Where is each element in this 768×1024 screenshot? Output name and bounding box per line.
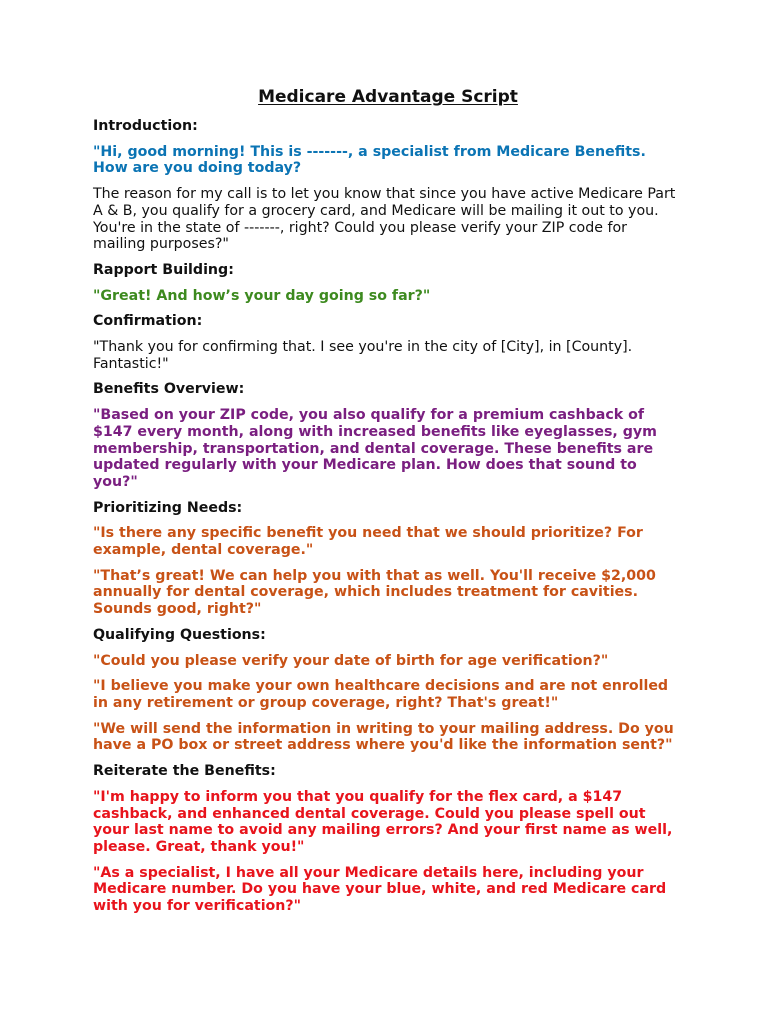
benefits-overview-line: "Based on your ZIP code, you also qualify for a premium cashback of $147 every month, along with increased benefits like eyeglasses, gym membership, transportation, and dental coverage. These benefits are updated regularly with your Medicare plan. How does that sound to you?" (93, 407, 657, 490)
rapport-building-line: "Great! And how’s your day going so far?" (93, 287, 431, 304)
section-heading-confirmation: Confirmation: (93, 313, 203, 330)
reiterate-benefits-medicare-card: "As a specialist, I have all your Medicare details here, including your Medicare number. Do you have your blue, white, and red Medicare card with you for verification?" (93, 864, 667, 915)
prioritizing-needs-dental-line: "That’s great! We can help you with that as well. You'll receive $2,000 annually for dental coverage, which includes treatment for cavities. Sounds good, right?" (93, 567, 656, 618)
introduction-purpose: The reason for my call is to let you know that since you have active Medicare Part A & B, you qualify for a grocery card, and Medicare will be mailing it out to you. You're in the state of -------, right? Could you please verify your ZIP code for mailing purposes?" (93, 186, 676, 253)
script-document (93, 86, 683, 924)
section-heading-prioritizing-needs: Prioritizing Needs: (93, 499, 243, 516)
section-heading-introduction: Introduction: (93, 118, 198, 134)
qualifying-question-mailing-address: "We will send the information in writing to your mailing address. Do you have a PO box or street address where you'd like the information sent?" (93, 720, 674, 754)
document-title: Medicare Advantage Script (258, 87, 518, 107)
reiterate-benefits-flex-card: "I'm happy to inform you that you qualify for the flex card, a $147 cashback, and enhanced dental coverage. Could you please spell out your last name to avoid any mailing errors? And your first name as well, please. Great, thank you!" (93, 788, 673, 855)
introduction-greeting: "Hi, good morning! This is -------, a specialist from Medicare Benefits. How are you doing today? (93, 143, 646, 177)
prioritizing-needs-question: "Is there any specific benefit you need that we should prioritize? For example, dental coverage." (93, 525, 643, 559)
confirmation-line: "Thank you for confirming that. I see you're in the city of [City], in [County]. Fantastic!" (93, 339, 633, 372)
section-heading-qualifying-questions: Qualifying Questions: (93, 626, 266, 643)
qualifying-question-healthcare-decisions: "I believe you make your own healthcare decisions and are not enrolled in any retirement or group coverage, right? That's great!" (93, 678, 669, 711)
section-heading-reiterate-benefits: Reiterate the Benefits: (93, 763, 276, 780)
section-heading-benefits-overview: Benefits Overview: (93, 381, 245, 398)
qualifying-question-birth-date: "Could you please verify your date of birth for age verification?" (93, 652, 609, 669)
section-heading-rapport-building: Rapport Building: (93, 261, 234, 278)
